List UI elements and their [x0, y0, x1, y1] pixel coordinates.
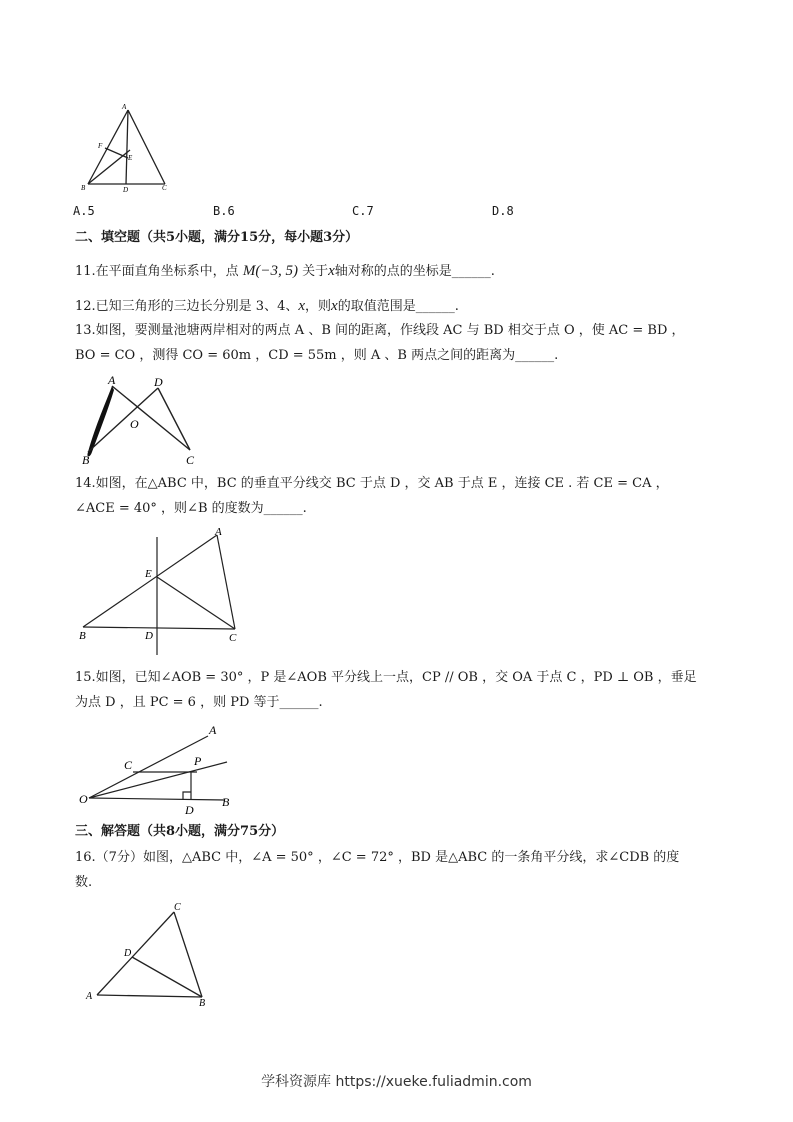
section3-title: 三、解答题（共8小题，满分75分） [75, 824, 285, 839]
question-13-line1: 13.如图，要测量池塘两岸相对的两点 A 、B 间的距离，作线段 AC 与 BD 相交于点 O ，使 AC = BD ， [75, 323, 685, 338]
section2-title: 二、填空题（共5小题，满分15分，每小题3分） [75, 230, 359, 245]
label-A: A [108, 373, 116, 387]
pond-figure-q13 [78, 372, 208, 467]
label-B: B [222, 795, 230, 809]
question-13-line2: BO = CO ，测得 CO = 60m ，CD = 55m ，则 A 、B 两点之间的距离为______. [75, 348, 559, 363]
label-D: D [185, 803, 194, 817]
label-E: E [128, 154, 133, 162]
footer-source: 学科资源库 https://xueke.fuliadmin.com [261, 1074, 532, 1090]
label-B: B [82, 453, 90, 467]
question-14-line1: 14.如图，在△ABC 中，BC 的垂直平分线交 BC 于点 D ，交 AB 于点 E ，连接 CE . 若 CE = CA ， [75, 476, 669, 491]
label-C: C [174, 902, 181, 913]
label-D: D [145, 630, 153, 642]
label-C: C [162, 184, 167, 192]
label-A: A [215, 526, 222, 538]
label-C: C [124, 758, 133, 772]
question-16-line1: 16.（7分）如图，△ABC 中，∠A = 50° ，∠C = 72° ，BD 是△ABC 的一条角平分线，求∠CDB 的度 [75, 850, 680, 865]
question-12: 12.已知三角形的三边长分别是 3、4、x，则x的取值范围是______. [75, 298, 459, 314]
label-B: B [81, 184, 86, 192]
option-a: A.5 [73, 204, 95, 218]
label-A: A [86, 991, 93, 1002]
question-11: 11.在平面直角坐标系中，点 M(−3, 5) 关于x轴对称的点的坐标是______. [75, 263, 495, 279]
question-14-line2: ∠ACE = 40° ，则∠B 的度数为______. [75, 501, 307, 516]
label-A: A [122, 103, 127, 111]
label-F: F [98, 142, 103, 150]
triangle-figure-q14 [75, 525, 255, 660]
label-D: D [124, 948, 132, 959]
triangle-figure-q16 [82, 900, 212, 1010]
label-D: D [123, 186, 129, 194]
label-A: A [209, 723, 217, 737]
label-O: O [79, 792, 88, 806]
label-E: E [145, 568, 152, 580]
angle-figure-q15 [75, 720, 245, 818]
label-D: D [154, 375, 163, 389]
option-c: C.7 [352, 204, 374, 218]
question-16-line2: 数. [75, 875, 93, 890]
question-15-line1: 15.如图，已知∠AOB = 30° ，P 是∠AOB 平分线上一点，CP // OB ，交 OA 于点 C ，PD ⊥ OB ，垂足 [75, 670, 697, 685]
question-15-line2: 为点 D ，且 PC = 6 ，则 PD 等于______. [75, 695, 323, 710]
triangle-figure-q10 [80, 100, 190, 195]
label-P: P [194, 754, 202, 768]
option-d: D.8 [492, 204, 514, 218]
label-O: O [130, 417, 139, 431]
label-B: B [199, 998, 206, 1009]
label-C: C [186, 453, 195, 467]
label-C: C [229, 632, 237, 644]
label-B: B [79, 630, 86, 642]
option-b: B.6 [213, 204, 235, 218]
